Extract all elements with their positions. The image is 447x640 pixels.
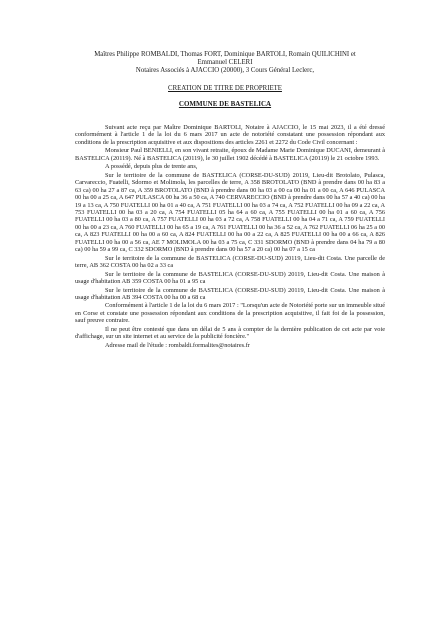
notice-body bbox=[75, 124, 385, 350]
owner-paragraph: Monsieur Paul BENIELLI, en son vivant retraite, époux de Madame Marie Dominique DUCANI, demeurant à BASTELICA (20119). Né à BASTELICA (20119), le 30 juillet 1902 décédé à BASTELICA (20119) le 21 octobre 1993. bbox=[75, 147, 385, 162]
notary-names-line: Maîtres Philippe ROMBALDI, Thomas FORT, Dominique BARTOLI, Romain QUILICHINI et bbox=[94, 51, 356, 58]
parcels-paragraph: Sur le territoire de la commune de BASTELICA (CORSE-DU-SUD) 20119, Lieu-dit Brotolato, Pulasca, Carvareccio, Fuatelli, Sdormo et Molimola, les parcelles de terre, A 358 BROTOLATO (BND à prendre dans 00 ha 83 a 63 ca) 00 ha 27 a 87 ca, A 359 BROTOLATO (BND à prendre dans 00 ha 03 a 00 ca 00 ha 01 a 00 ca, A 646 PULASCA 00 ha 00 a 25 ca, A 647 PULASCA 00 ha 36 a 50 ca, A 740 CERVARECCIO (BND à prendre dans 00 ha 57 a 40 ca) 00 ha 19 a 13 ca, A 750 FUATELLI 00 ha 01 a 40 ca, A 751 FUATELLI 00 ha 03 a 74 ca, A 752 FUATELLI 00 ha 09 a 22 ca, A 753 FUATELLI 00 ha 03 a 20 ca, A 754 FUATELLI 05 ha 64 a 60 ca, A 755 FUATELLI 00 ha 01 a 60 ca, A 756 FUATELLI 00 ha 03 a 80 ca, A 757 FUATELLI 00 ha 03 a 72 ca, A 758 FUATELLI 00 ha 04 a 71 ca, A 759 FUATELLI 00 ha 00 a 23 ca, A 760 FUATELLI 00 ha 65 a 19 ca, A 761 FUATELLI 00 ha 36 a 52 ca, A 762 FUATELLI 06 ha 25 a 00 ca, A 823 FUATELLI 00 ha 00 a 60 ca, A 824 FUATELLI 00 ha 00 a 22 ca, A 825 FUATELLI 00 ha 00 a 66 ca, A 826 FUATELLI 00 ha 00 a 56 ca, AE 7 MOLIMOLA 00 ha 03 a 75 ca, C 331 SDORMO (BND à prendre dans 04 ha 79 a 80 ca) 00 ha 59 a 99 ca, C 332 SDORMO (BND à prendre dans 00 ha 57 a 20 ca) 00 ha 07 a 15 ca bbox=[75, 171, 385, 254]
law-reference-paragraph: Conformément à l'article 1 de la loi du 6 mars 2017 : "Lorsqu'un acte de Notoriété porte sur un immeuble situé en Corse et constate une possession répondant aux conditions de la prescription acquisitive, il fait foi de la possession, sauf preuve contraire. bbox=[75, 302, 385, 325]
notary-names-line-2: Emmanuel CELERI bbox=[197, 59, 253, 67]
commune-heading: COMMUNE DE BASTELICA bbox=[178, 100, 272, 108]
contact-email-paragraph: Adresse mail de l'étude : rombaldi.formalites@notaires.fr bbox=[105, 341, 250, 349]
parcel-costa-house-paragraph: Sur le territoire de la commune de BASTELICA (CORSE-DU-SUD) 20119, Lieu-dit Costa. Une maison à usage d'habitation AB 359 COSTA 00 ha 01 a 95 ca bbox=[75, 270, 385, 286]
parcel-costa-house-2-paragraph: Sur le territoire de la commune de BASTELICA (CORSE-DU-SUD) 20119, Lieu-dit Costa. Une maison à usage d'habitation AB 394 COSTA 00 ha 00 a 68 ca bbox=[75, 286, 385, 301]
document-title: CREATION DE TITRE DE PROPRIETE bbox=[168, 85, 282, 92]
parcel-costa-land-paragraph: Sur le territoire de la commune de BASTELICA (CORSE-DU-SUD) 20119, Lieu-dit Costa. Une parcelle de terre, AB 362 COSTA 00 ha 02 a 33 ca bbox=[75, 254, 385, 270]
notary-address-line: Notaires Associés à AJACCIO (20000), 3 Cours Général Leclerc, bbox=[135, 67, 315, 75]
intro-paragraph: Suivant acte reçu par Maître Dominique BARTOLI, Notaire à AJACCIO, le 15 mai 2023, il a été dressé conformément à l'article 1 de la loi du 6 mars 2017 un acte de notoriété constatant une possession répondant aux conditions de la prescription acquisitive et aux dispositions des articles 2261 et 2272 du Code Civil concernant : bbox=[75, 124, 385, 146]
possession-paragraph: A possédé, depuis plus de trente ans, bbox=[105, 163, 198, 171]
notary-header bbox=[60, 51, 390, 75]
contest-delay-paragraph: Il ne peut être contesté que dans un délai de 5 ans à compter de la dernière publication de cet acte par voie d'affichage, sur un site internet et au service de la publicité foncière." bbox=[75, 325, 385, 341]
